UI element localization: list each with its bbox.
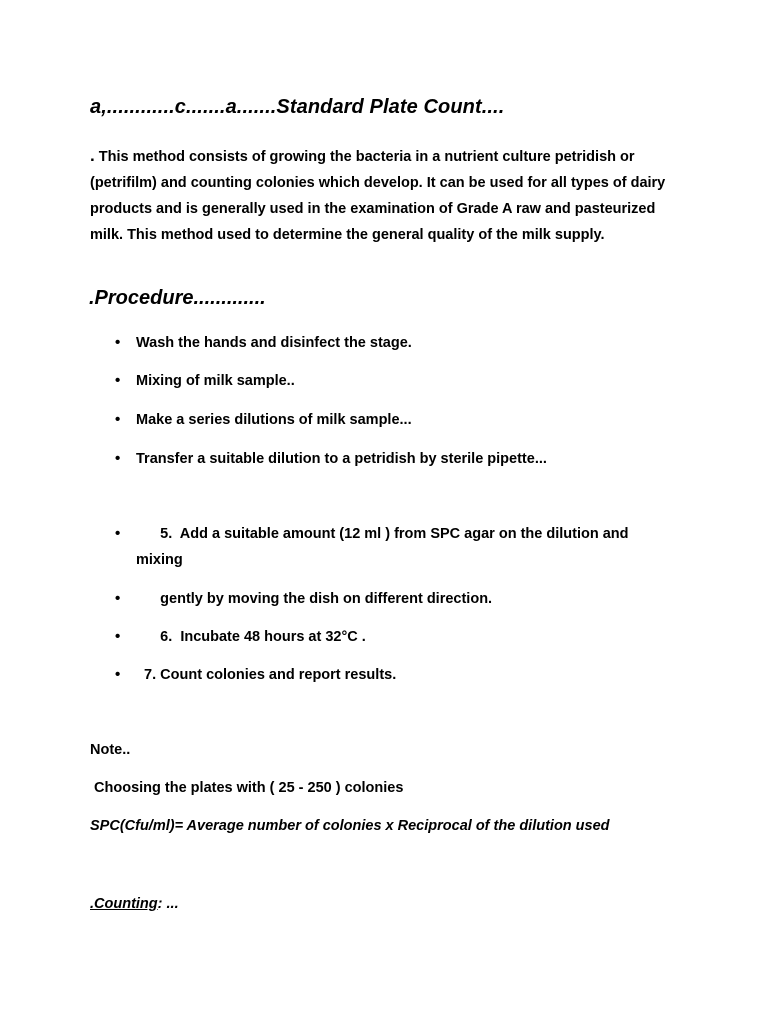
counting-heading — [90, 896, 179, 912]
procedure-step-text: 7. Count colonies and report results. — [136, 667, 397, 683]
bullet-marker: • — [115, 372, 121, 389]
procedure-step-text: Transfer a suitable dilution to a petridish by sterile pipette... — [136, 451, 547, 467]
procedure-title: .Procedure............. — [89, 287, 266, 309]
intro-text: This method consists of growing the bacteria in a nutrient culture petridish or (petrifilm) and counting colonies which develop. It can be used for all types of dairy products and is generally used in the examination of Grade A raw and pasteurized milk. This method used to determine the general quality of the milk supply. — [90, 149, 666, 243]
note-label: Note.. — [90, 742, 131, 758]
procedure-step-text: gently by moving the dish on different direction. — [136, 591, 493, 607]
bullet-marker: • — [115, 411, 121, 428]
procedure-step-text: 5. Add a suitable amount (12 ml ) from SPC agar on the dilution and mixing — [136, 526, 633, 568]
page-heading: a,............c.......a.......Standard Plate Count.... — [90, 96, 505, 118]
bullet-marker: • — [115, 334, 121, 351]
intro-paragraph — [90, 143, 690, 248]
intro-lead-dot: . — [90, 146, 95, 165]
procedure-step-text: Wash the hands and disinfect the stage. — [136, 335, 412, 351]
bullet-marker: • — [115, 628, 121, 645]
procedure-step-5 — [115, 521, 675, 573]
procedure-step-3 — [115, 407, 675, 433]
procedure-step-8 — [115, 662, 675, 688]
procedure-step-text: Make a series dilutions of milk sample... — [136, 412, 412, 428]
bullet-marker: • — [115, 525, 121, 542]
spc-formula: SPC(Cfu/ml)= Average number of colonies x Reciprocal of the dilution used — [90, 818, 610, 834]
bullet-marker: • — [115, 450, 121, 467]
procedure-step-4 — [115, 446, 675, 472]
note-text: Choosing the plates with ( 25 - 250 ) colonies — [90, 780, 404, 796]
procedure-step-2 — [115, 368, 675, 394]
bullet-marker: • — [115, 666, 121, 683]
procedure-step-text: Mixing of milk sample.. — [136, 373, 295, 389]
procedure-step-6 — [115, 586, 675, 612]
procedure-step-1 — [115, 330, 675, 356]
counting-label: .Counting — [90, 896, 158, 912]
bullet-marker: • — [115, 590, 121, 607]
procedure-step-7 — [115, 624, 675, 650]
counting-suffix: : ... — [157, 896, 179, 912]
procedure-step-text: 6. Incubate 48 hours at 32°C . — [136, 629, 366, 645]
